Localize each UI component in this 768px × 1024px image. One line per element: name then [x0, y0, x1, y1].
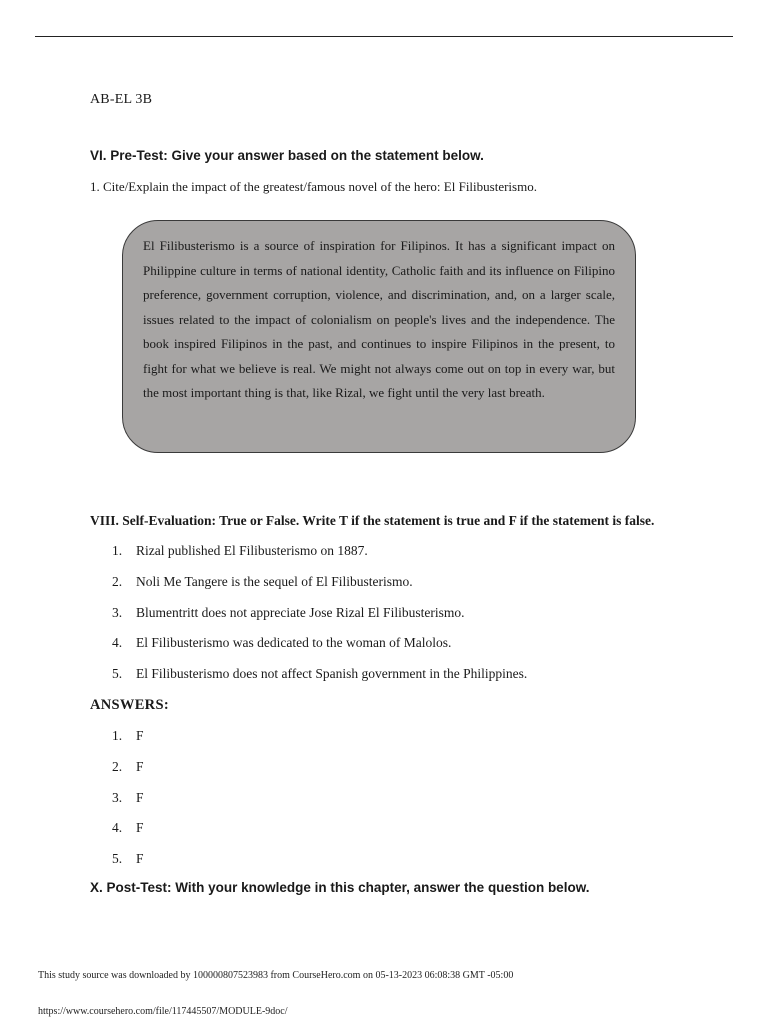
answer-number: 1. — [112, 728, 123, 743]
statement-item — [112, 541, 527, 572]
self-evaluation-heading: VIII. Self-Evaluation: True or False. Write T if the statement is true and F if the statement is false. — [90, 513, 655, 528]
answer-value: F — [136, 758, 144, 774]
answer-value: F — [136, 728, 144, 743]
answer-item — [112, 726, 144, 757]
statement-text: Rizal published El Filibusterismo on 1887. — [136, 543, 368, 558]
answer-value: F — [136, 820, 144, 836]
pretest-answer-text: El Filibusterismo is a source of inspiration for Filipinos. It has a significant impact on Philippine culture in terms of national identity, Catholic faith and its influence on Filipino preference, government corruption, violence, and discrimination, and, on a larger scale, issues related to the impact of colonialism on people's lives and the independence. The book inspired Filipinos in the past, and continues to inspire Filipinos in the present, to fight for what we believe is real. We might not always come out on top in every war, but the most important thing is that, like Rizal, we fight until the very last breath. — [143, 238, 615, 400]
statement-number: 3. — [112, 604, 123, 620]
statement-list — [112, 541, 527, 695]
answer-number: 4. — [112, 820, 123, 836]
posttest-heading: X. Post-Test: With your knowledge in this chapter, answer the question below. — [90, 880, 590, 895]
answers-heading: ANSWERS: — [90, 697, 169, 713]
statement-item — [112, 603, 527, 634]
source-url[interactable]: https://www.coursehero.com/file/117445507/MODULE-9doc/ — [38, 1006, 288, 1017]
answer-value: F — [136, 851, 144, 867]
statement-item — [112, 572, 527, 603]
download-notice: This study source was downloaded by 100000807523983 from CourseHero.com on 05-13-2023 06:08:38 GMT -05:00 — [38, 970, 514, 981]
answer-item — [112, 849, 144, 880]
top-divider — [35, 36, 733, 37]
pretest-answer-box — [122, 220, 636, 453]
answer-item — [112, 788, 144, 819]
statement-number: 5. — [112, 666, 123, 682]
pretest-heading: VI. Pre-Test: Give your answer based on the statement below. — [90, 148, 484, 163]
answer-value: F — [136, 789, 144, 805]
statement-number: 2. — [112, 573, 123, 589]
statement-item — [112, 633, 527, 664]
statement-number: 4. — [112, 635, 123, 651]
statement-text: Noli Me Tangere is the sequel of El Filibusterismo. — [136, 573, 413, 589]
statement-text: El Filibusterismo does not affect Spanish government in the Philippines. — [136, 666, 528, 682]
answer-list — [112, 726, 144, 880]
pretest-question: 1. Cite/Explain the impact of the greatest/famous novel of the hero: El Filibusterismo. — [90, 179, 537, 194]
statement-number: 1. — [112, 543, 123, 558]
statement-text: El Filibusterismo was dedicated to the woman of Malolos. — [136, 635, 452, 651]
answer-item — [112, 818, 144, 849]
answer-number: 5. — [112, 851, 123, 867]
answer-number: 3. — [112, 789, 123, 805]
statement-text: Blumentritt does not appreciate Jose Rizal El Filibusterismo. — [136, 604, 465, 620]
statement-item — [112, 664, 527, 695]
class-code: AB-EL 3B — [90, 92, 153, 107]
answer-item — [112, 757, 144, 788]
answer-number: 2. — [112, 758, 123, 774]
